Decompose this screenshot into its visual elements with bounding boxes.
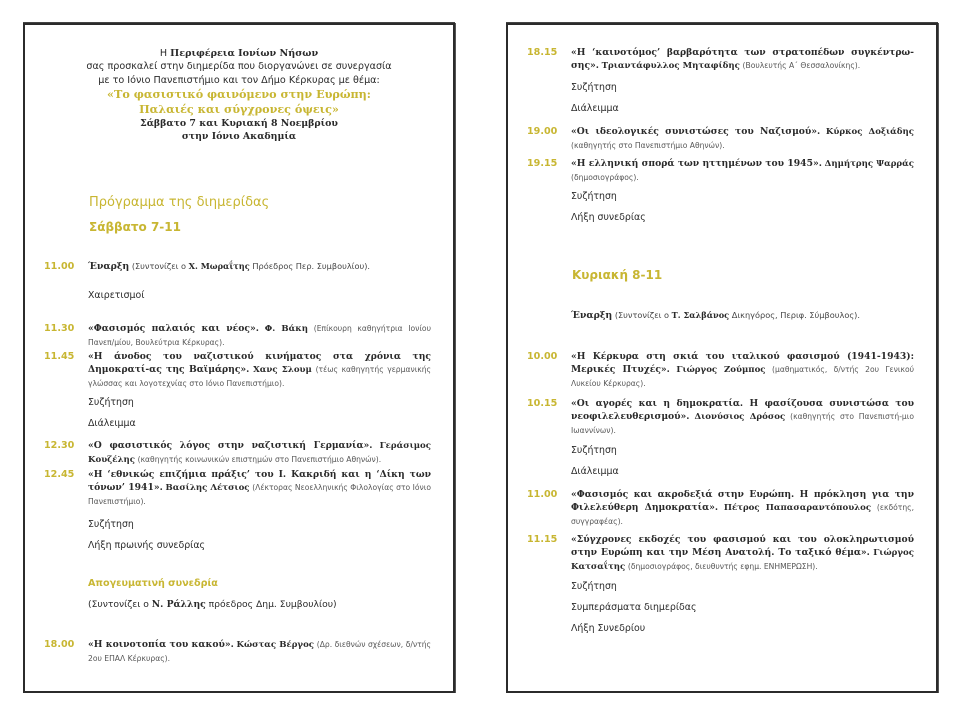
talk-speaker: Γεράσιμος Κουζέλης xyxy=(88,441,431,465)
talk-title: «Η άνοδος του ναζιστικού κινήματος στα χρόνια της Δημοκρατί-ας της Βαϊμάρης». xyxy=(88,351,431,375)
talk-affiliation: (Επίκουρη καθηγήτρια Ιονίου Πανεπ/μίου, Βουλεύτρια Κέρκυρας). xyxy=(88,324,431,347)
talk-affiliation: (καθηγητής στο Πανεπιστήμιο Αθηνών). xyxy=(571,141,725,150)
time-label: 11.30 xyxy=(44,323,75,334)
discussion-label: Συζήτηση xyxy=(88,397,134,408)
discussion-label: Συζήτηση xyxy=(571,191,617,202)
discussion-label: Συζήτηση xyxy=(571,82,617,93)
break-label: Διάλειμμα xyxy=(88,418,136,429)
break-label: Διάλειμμα xyxy=(571,103,619,114)
talk-speaker: Βασίλης Λέτσιος xyxy=(165,483,250,493)
invitation-intro xyxy=(25,47,453,143)
time-label: 12.30 xyxy=(44,440,75,451)
talk-row xyxy=(508,488,914,528)
talk-affiliation: (Λέκτορας Νεοελληνικής Φιλολογίας στο Ιόνιο Πανεπιστήμιο). xyxy=(88,483,431,506)
talk-row xyxy=(508,46,914,73)
talk-speaker: Διονύσιος Δρόσος xyxy=(694,412,786,422)
discussion-label: Συζήτηση xyxy=(571,445,617,456)
event-venue: στην Ιόνιο Ακαδημία xyxy=(181,131,297,143)
conference-end: Λήξη Συνεδρίου xyxy=(571,623,646,634)
talk-speaker: Κώστας Βέργος xyxy=(236,640,315,650)
session-end: Λήξη συνεδρίας xyxy=(571,212,646,223)
event-theme-line-2: Παλαιές και σύγχρονες όψεις» xyxy=(139,102,339,117)
time-label: 10.15 xyxy=(527,398,558,409)
talk-speaker: Πέτρος Παπασαραντόπουλος xyxy=(723,503,872,513)
intro-line-1: Η Περιφέρεια Ιονίων Νήσων xyxy=(159,48,319,59)
day-title-saturday: Σάββατο 7-11 xyxy=(89,220,181,234)
talk-speaker: Χανς Σλουμ xyxy=(253,365,312,375)
talk-affiliation: (Βουλευτής Α΄ Θεσσαλονίκης). xyxy=(742,61,861,70)
talk-speaker: Τριαντάφυλλος Μηταφίδης xyxy=(601,61,740,71)
opening-label: Έναρξη xyxy=(88,261,130,272)
talk-row xyxy=(25,439,431,467)
talk-affiliation: (Δρ. διεθνών σχέσεων, δ/ντής 2ου ΕΠΑΛ Κέρκυρας). xyxy=(88,640,431,663)
talk-affiliation: (δημοσιογράφος). xyxy=(571,173,639,182)
talk-row xyxy=(25,322,431,349)
organizer-name: Περιφέρεια Ιονίων Νήσων xyxy=(170,48,319,59)
discussion-label: Συζήτηση xyxy=(571,581,617,592)
time-label: 11.15 xyxy=(527,534,558,545)
event-theme-line-1: «Το φασιστικό φαινόμενο στην Ευρώπη: xyxy=(107,87,371,102)
program-page-left xyxy=(23,23,455,693)
discussion-label: Συζήτηση xyxy=(88,519,134,530)
talk-row xyxy=(508,125,914,152)
talk-title: «Οι αγορές και η δημοκρατία. Η φασίζουσα συνιστώσα του νεοφιλελευθερισμού». xyxy=(571,398,914,422)
talk-row xyxy=(508,533,914,574)
talk-title: «Η ‘καινοτόμος’ βαρβαρότητα των στρατοπέδων συγκέντρω-σης». xyxy=(571,47,914,71)
talk-affiliation: (καθηγητής στο Πανεπιστή-μιο Ιωαννίνων). xyxy=(571,412,914,435)
talk-affiliation: (τέως καθηγητής γερμανικής γλώσσας και λογοτεχνίας στο Ιόνιο Πανεπιστήμιο). xyxy=(88,365,432,388)
time-label: 11.00 xyxy=(527,489,558,500)
talk-row xyxy=(25,638,431,665)
moderator-name: Χ. Μωραΐτης xyxy=(188,261,250,271)
talk-speaker: Γιώργος Κατσαΐτης xyxy=(571,548,914,572)
talk-title: «Η Κέρκυρα στη σκιά του ιταλικού φασισμού (1941-1943): Μερικές Πτυχές». xyxy=(571,351,914,375)
talk-row xyxy=(25,350,431,390)
afternoon-session-title: Απογευματινή συνεδρία xyxy=(88,578,218,589)
talk-row xyxy=(508,157,914,184)
talk-row xyxy=(25,468,431,508)
morning-session-end: Λήξη πρωινής συνεδρίας xyxy=(88,540,205,551)
talk-title: «Η ελληνική σπορά των ηττημένων του 1945». xyxy=(571,158,822,169)
talk-speaker: Κύρκος Δοξιάδης xyxy=(825,127,914,137)
opening-label: Έναρξη xyxy=(571,310,613,321)
program-title: Πρόγραμμα της διημερίδας xyxy=(89,195,270,210)
talk-row xyxy=(508,350,914,390)
talk-title: «Η ‘εθνικώς επιζήμια πράξις’ του Ι. Κακριδή και η ‘Δίκη των τόνων’ 1941». xyxy=(88,469,431,493)
time-label: 19.15 xyxy=(527,158,558,169)
break-label: Διάλειμμα xyxy=(571,466,619,477)
moderator-name: Ν. Ράλλης xyxy=(151,599,206,610)
time-label: 19.00 xyxy=(527,126,558,137)
time-label: 10.00 xyxy=(527,351,558,362)
day-title-sunday: Κυριακή 8-11 xyxy=(572,268,663,282)
opening-row-saturday: 11.00 Έναρξη (Συντονίζει ο Χ. Μωραΐτης Πρόεδρος Περ. Συμβουλίου). xyxy=(44,261,370,272)
time-label: 11.00 xyxy=(44,261,75,272)
time-label: 18.15 xyxy=(527,47,558,58)
talk-title: «Φασισμός παλαιός και νέος». xyxy=(88,323,259,334)
time-label: 18.00 xyxy=(44,639,75,650)
talk-speaker: Γιώργος Ζούμπος xyxy=(676,365,766,375)
intro-line-3: με το Ιόνιο Πανεπιστήμιο και τον Δήμο Κέρκυρας με θέμα: xyxy=(98,74,380,86)
talk-affiliation: (καθηγητής κοινωνικών επιστημών στο Πανεπιστήμιο Αθηνών). xyxy=(137,455,382,464)
talk-title: «Σύγχρονες εκδοχές του φασισμού και του ολοκληρωτισμού στην Ευρώπη και την Μέση Ανατολή. Το ταξικό θέμα». xyxy=(571,534,914,558)
talk-title: «Η κοινοτοπία του κακού». xyxy=(88,639,234,650)
program-page-right xyxy=(506,23,938,693)
event-dates: Σάββατο 7 και Κυριακή 8 Νοεμβρίου xyxy=(140,118,338,130)
talk-title: «Φασισμός και ακροδεξιά στην Ευρώπη. Η πρόκληση για την Φιλελεύθερη Δημοκρατία». xyxy=(571,489,914,513)
opening-row-sunday: Έναρξη (Συντονίζει ο Τ. Σαλβάνος Δικηγόρος, Περιφ. Σύμβουλος). xyxy=(571,310,860,321)
talk-title: «Οι ιδεολογικές συνιστώσες του Ναζισμού». xyxy=(571,126,821,137)
intro-line-2: σας προσκαλεί στην διημερίδα που διοργανώνει σε συνεργασία xyxy=(86,61,392,73)
time-label: 11.45 xyxy=(44,351,75,362)
talk-speaker: Φ. Βάκη xyxy=(264,324,308,334)
time-label: 12.45 xyxy=(44,469,75,480)
talk-affiliation: (δημοσιογράφος, διευθυντής εφημ. ΕΝΗΜΕΡΩΣΗ). xyxy=(627,562,818,571)
talk-speaker: Δημήτρης Ψαρράς xyxy=(824,159,914,169)
conclusions-label: Συμπεράσματα διημερίδας xyxy=(571,602,697,613)
moderator-name: Τ. Σαλβάνος xyxy=(671,310,730,320)
greetings: Χαιρετισμοί xyxy=(88,290,145,301)
talk-affiliation: (μαθηματικός, δ/ντής 2ου Γενικού Λυκείου Κέρκυρας). xyxy=(571,365,914,388)
talk-row xyxy=(508,397,914,437)
afternoon-moderator: (Συντονίζει ο Ν. Ράλλης πρόεδρος Δημ. Συμβουλίου) xyxy=(88,599,337,610)
talk-title: «Ο φασιστικός λόγος στην ναζιστική Γερμανία». xyxy=(88,440,373,451)
talk-affiliation: (εκδότης, συγγραφέας). xyxy=(571,503,914,526)
